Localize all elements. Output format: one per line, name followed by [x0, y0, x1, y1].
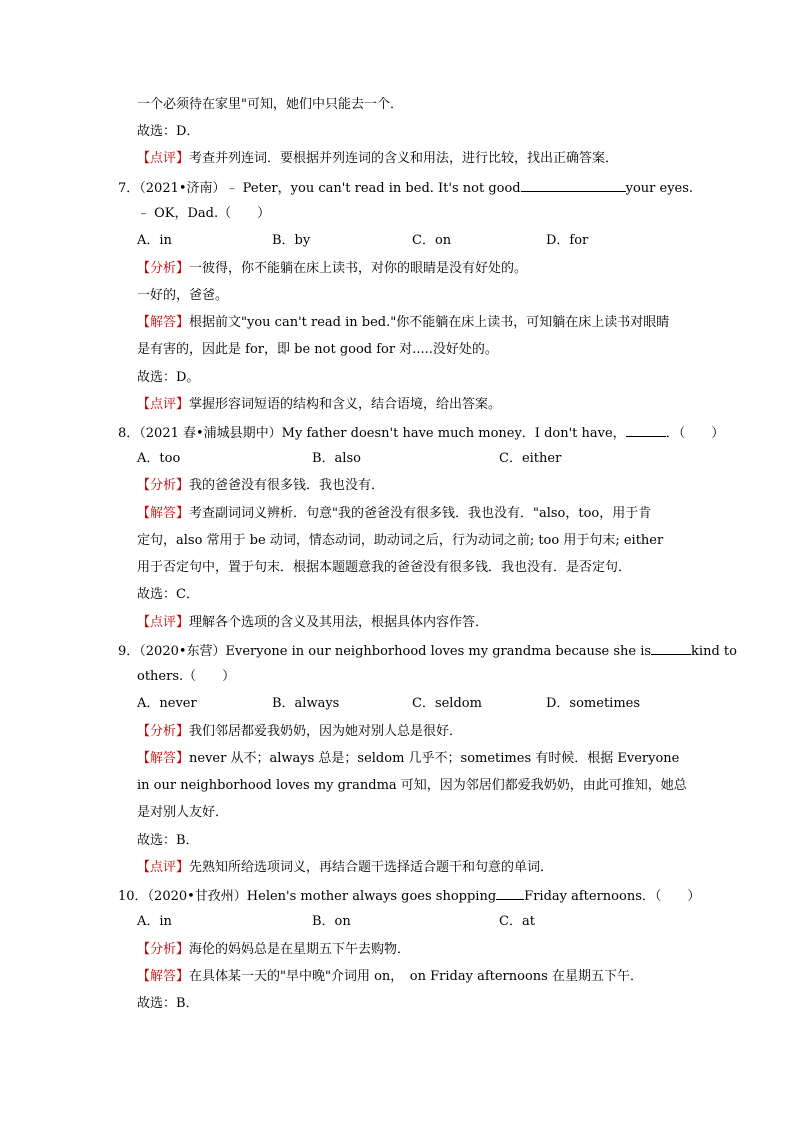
- analysis-line-2: 一好的，爸爸。: [137, 288, 229, 303]
- question-stem-line2: ﹣ OK，Dad.（ ）: [137, 206, 271, 221]
- analysis-text: 一彼得，你不能躺在床上读书，对你的眼睛是没有好处的。: [189, 261, 528, 276]
- answer-blank: [651, 641, 691, 655]
- option-a: A．in: [137, 914, 172, 929]
- solution-text: 根据前文"you can't read in bed."你不能躺在床上读书，可知躺在床上读书对眼睛: [189, 315, 670, 330]
- option-b: B．on: [312, 914, 351, 929]
- solution-line-3: 是对别人友好．: [137, 805, 229, 820]
- option-a: A．never: [137, 696, 197, 711]
- comment-text: 考查并列连词．要根据并列连词的含义和用法，进行比较，找出正确答案．: [189, 151, 619, 166]
- option-a: A．too: [137, 451, 181, 466]
- option-c: C．on: [412, 233, 452, 248]
- analysis-line: [137, 477, 384, 495]
- solution-text: 考查副词词义辨析．句意"我的爸爸没有很多钱．我也没有．"also，too，用于肯: [189, 506, 652, 521]
- stem-text: 10．（2020•甘孜州）Helen's mother always goes shopping: [118, 889, 497, 904]
- option-c: C．either: [499, 451, 562, 466]
- analysis-text: 我们邻居都爱我奶奶，因为她对别人总是很好．: [189, 724, 463, 739]
- solution-line-2: 是有害的，因此是 for，即 be not good for 对.....没好处的。: [137, 342, 498, 357]
- comment-line: [137, 150, 618, 168]
- question-stem: [118, 886, 700, 906]
- question-stem: [118, 178, 693, 198]
- stem-text: your eyes.: [625, 181, 694, 196]
- comment-tag: 【点评】: [137, 860, 190, 875]
- comment-tag: 【点评】: [137, 151, 190, 166]
- option-a: A．in: [137, 233, 172, 248]
- analysis-line: [137, 260, 527, 278]
- solution-tag: 【解答】: [137, 969, 190, 984]
- comment-line: [137, 859, 553, 877]
- option-b: B．also: [312, 451, 361, 466]
- option-b: B．by: [272, 233, 311, 248]
- answer-line: 故选：D．: [137, 124, 200, 139]
- analysis-line: [137, 941, 410, 959]
- analysis-tag: 【分析】: [137, 724, 190, 739]
- analysis-tag: 【分析】: [137, 261, 190, 276]
- solution-line: [137, 968, 643, 986]
- option-d: D．for: [546, 233, 589, 248]
- solution-text: never 从不；always 总是；seldom 几乎不；sometimes 有时候．根据 Everyone: [189, 751, 680, 766]
- solution-line: [137, 750, 679, 768]
- stem-text: 7．（2021•济南）﹣ Peter，you can't read in bed. It's not good: [118, 181, 521, 196]
- stem-text: ．（ ）: [665, 426, 725, 441]
- answer-line: 故选：C．: [137, 587, 199, 602]
- option-c: C．seldom: [412, 696, 482, 711]
- question-stem-line2: others.（ ）: [137, 669, 236, 684]
- solution-tag: 【解答】: [137, 751, 190, 766]
- solution-text: 在具体某一天的"早中晚"介词用 on， on Friday afternoons 在星期五下午．: [189, 969, 643, 984]
- solution-line: [137, 314, 669, 332]
- option-b: B．always: [272, 696, 340, 711]
- stem-text: 9．（2020•东营）Everyone in our neighborhood loves my grandma because she is: [118, 644, 652, 659]
- solution-tag: 【解答】: [137, 315, 190, 330]
- analysis-tag: 【分析】: [137, 478, 190, 493]
- answer-line: 故选：B．: [137, 833, 199, 848]
- comment-tag: 【点评】: [137, 397, 190, 412]
- answer-line: 故选：D。: [137, 370, 200, 385]
- answer-line: 故选：B．: [137, 996, 199, 1011]
- answer-blank: [521, 178, 626, 192]
- comment-text: 掌握形容词短语的结构和含义，结合语境，给出答案。: [189, 397, 502, 412]
- answer-blank: [626, 423, 666, 437]
- answer-blank: [496, 886, 524, 900]
- comment-text: 先熟知所给选项词义，再结合题干选择适合题干和句意的单词．: [189, 860, 554, 875]
- comment-tag: 【点评】: [137, 615, 190, 630]
- option-c: C．at: [499, 914, 535, 929]
- question-stem: [118, 423, 724, 443]
- analysis-tag: 【分析】: [137, 942, 190, 957]
- comment-text: 理解各个选项的含义及其用法，根据具体内容作答．: [189, 615, 489, 630]
- solution-line: [137, 505, 651, 523]
- solution-line-2: 定句，also 常用于 be 动词，情态动词，助动词之后，行为动词之前; too 用于句末; either: [137, 533, 664, 548]
- stem-text: 8．（2021 春•浦城县期中）My father doesn't have much money．I don't have，: [118, 426, 626, 441]
- solution-line-3: 用于否定句中，置于句末．根据本题题意我的爸爸没有很多钱．我也没有．是否定句．: [137, 560, 632, 575]
- solution-tag: 【解答】: [137, 506, 190, 521]
- solution-line-2: in our neighborhood loves my grandma 可知，因为邻居们都爱我奶奶，由此可推知，她总: [137, 778, 687, 793]
- analysis-text: 海伦的妈妈总是在星期五下午去购物．: [189, 942, 411, 957]
- text-line: 一个必须待在家里"可知，她们中只能去一个．: [137, 97, 403, 112]
- comment-line: [137, 396, 501, 414]
- option-d: D．sometimes: [546, 696, 641, 711]
- stem-text: Friday afternoons．（ ）: [524, 889, 701, 904]
- comment-line: [137, 614, 488, 632]
- analysis-line: [137, 723, 462, 741]
- stem-text: kind to: [691, 644, 737, 659]
- analysis-text: 我的爸爸没有很多钱．我也没有．: [189, 478, 385, 493]
- question-stem: [118, 641, 737, 661]
